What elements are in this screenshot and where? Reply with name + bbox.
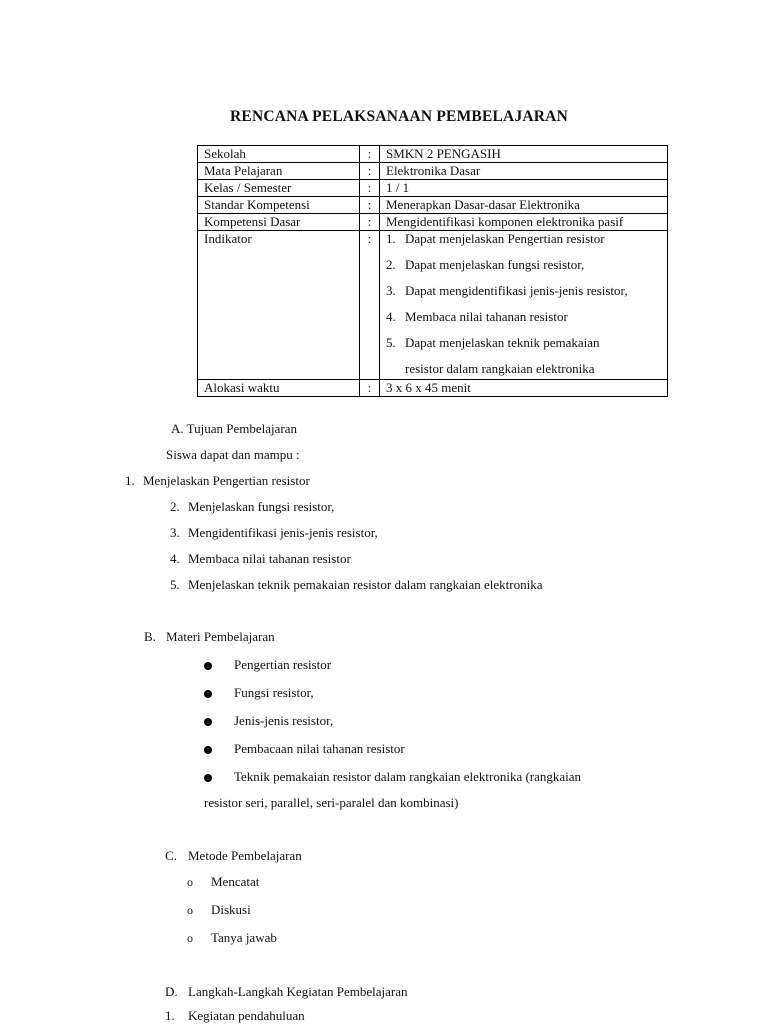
item-text: Menjelaskan teknik pemakaian resistor dalam rangkaian elektronika: [188, 577, 543, 592]
item-text: Dapat menjelaskan teknik pemakaian: [405, 335, 600, 350]
section-a-intro: Siswa dapat dan mampu :: [166, 447, 300, 462]
item-text: Jenis-jenis resistor,: [234, 713, 334, 728]
list-item: [170, 525, 378, 541]
bullet-icon: [204, 662, 212, 670]
item-number: 5.: [170, 577, 180, 592]
item-number: 1.: [125, 473, 135, 488]
item-text: Tanya jawab: [211, 930, 277, 945]
list-item: [204, 769, 581, 785]
item-text: Pengertian resistor: [234, 657, 332, 672]
item-number: 3.: [386, 283, 396, 298]
item-text: Membaca nilai tahanan resistor: [188, 551, 351, 566]
item-number: 4.: [170, 551, 180, 566]
row-value: Menerapkan Dasar-dasar Elektronika: [380, 197, 668, 214]
list-item: [204, 685, 314, 701]
row-separator: :: [360, 180, 380, 197]
item-text: Dapat mengidentifikasi jenis-jenis resistor,: [405, 283, 628, 298]
circle-bullet-icon: o: [187, 875, 193, 889]
item-number: 5.: [386, 335, 396, 350]
section-letter: C.: [165, 848, 177, 863]
table-row: [198, 180, 668, 197]
table-row: [198, 163, 668, 180]
item-number: 2.: [170, 499, 180, 514]
item-number: 4.: [386, 309, 396, 324]
row-separator: :: [360, 214, 380, 231]
item-number: 3.: [170, 525, 180, 540]
section-c-heading: [165, 848, 302, 864]
table-row: [198, 146, 668, 163]
row-separator: :: [360, 231, 380, 380]
row-separator: :: [360, 197, 380, 214]
row-label: Indikator: [198, 231, 360, 380]
list-item-continuation: resistor seri, parallel, seri-paralel dan kombinasi): [204, 795, 459, 810]
bullet-icon: [204, 746, 212, 754]
circle-bullet-icon: o: [187, 931, 193, 945]
row-value: SMKN 2 PENGASIH: [380, 146, 668, 163]
row-separator: :: [360, 380, 380, 397]
row-label: Standar Kompetensi: [198, 197, 360, 214]
item-text: Mengidentifikasi jenis-jenis resistor,: [188, 525, 378, 540]
table-row: [198, 214, 668, 231]
row-label: Kelas / Semester: [198, 180, 360, 197]
table-row: [198, 380, 668, 397]
indikator-list: [380, 231, 668, 380]
bullet-icon: [204, 718, 212, 726]
item-text: Menjelaskan fungsi resistor,: [188, 499, 335, 514]
table-row-indikator: [198, 231, 668, 380]
list-item: [380, 335, 667, 361]
list-item: [187, 874, 259, 890]
row-value: 3 x 6 x 45 menit: [380, 380, 668, 397]
section-letter: D.: [165, 984, 178, 999]
item-number: 1.: [165, 1008, 175, 1023]
list-item: [170, 551, 351, 567]
item-text: Kegiatan pendahuluan: [188, 1008, 305, 1023]
item-text: Fungsi resistor,: [234, 685, 314, 700]
section-title: Tujuan Pembelajaran: [186, 421, 298, 436]
section-b-heading: [144, 629, 275, 645]
list-item: [380, 283, 667, 309]
section-letter: A.: [171, 421, 184, 436]
row-label: Mata Pelajaran: [198, 163, 360, 180]
info-table: [197, 145, 668, 397]
row-label: Kompetensi Dasar: [198, 214, 360, 231]
row-value: Mengidentifikasi komponen elektronika pasif: [380, 214, 668, 231]
row-label: Sekolah: [198, 146, 360, 163]
list-item-continuation: resistor dalam rangkaian elektronika: [405, 361, 595, 376]
section-letter: B.: [144, 629, 156, 644]
item-number: 2.: [386, 257, 396, 272]
list-item: [187, 930, 277, 946]
bullet-icon: [204, 690, 212, 698]
item-text: Membaca nilai tahanan resistor: [405, 309, 568, 324]
list-item: [204, 713, 333, 729]
item-text: Teknik pemakaian resistor dalam rangkaian elektronika (rangkaian: [234, 769, 582, 784]
section-a-heading: [171, 421, 297, 437]
table-row: [198, 197, 668, 214]
bullet-icon: [204, 774, 212, 782]
list-item: [170, 499, 334, 515]
circle-bullet-icon: o: [187, 903, 193, 917]
row-value: 1 / 1: [380, 180, 668, 197]
row-label: Alokasi waktu: [198, 380, 360, 397]
list-item: [204, 657, 331, 673]
list-item: [125, 473, 310, 489]
section-title: Langkah-Langkah Kegiatan Pembelajaran: [188, 984, 408, 999]
item-text: Dapat menjelaskan Pengertian resistor: [405, 231, 605, 246]
list-item: [187, 902, 251, 918]
item-text: Menjelaskan Pengertian resistor: [143, 473, 310, 488]
item-text: Dapat menjelaskan fungsi resistor,: [405, 257, 585, 272]
row-separator: :: [360, 146, 380, 163]
section-d-heading: [165, 984, 407, 1000]
list-item: [380, 257, 667, 283]
item-text: Mencatat: [211, 874, 260, 889]
row-value: Elektronika Dasar: [380, 163, 668, 180]
list-item: [204, 741, 405, 757]
list-item: [380, 231, 667, 257]
list-item: [170, 577, 542, 593]
section-title: Materi Pembelajaran: [166, 629, 275, 644]
list-item: [165, 1008, 305, 1024]
item-number: 1.: [386, 231, 396, 246]
document-title: RENCANA PELAKSANAAN PEMBELAJARAN: [230, 108, 568, 125]
section-title: Metode Pembelajaran: [188, 848, 302, 863]
item-text: Diskusi: [211, 902, 251, 917]
item-text: Pembacaan nilai tahanan resistor: [234, 741, 405, 756]
list-item: [380, 309, 667, 335]
row-separator: :: [360, 163, 380, 180]
